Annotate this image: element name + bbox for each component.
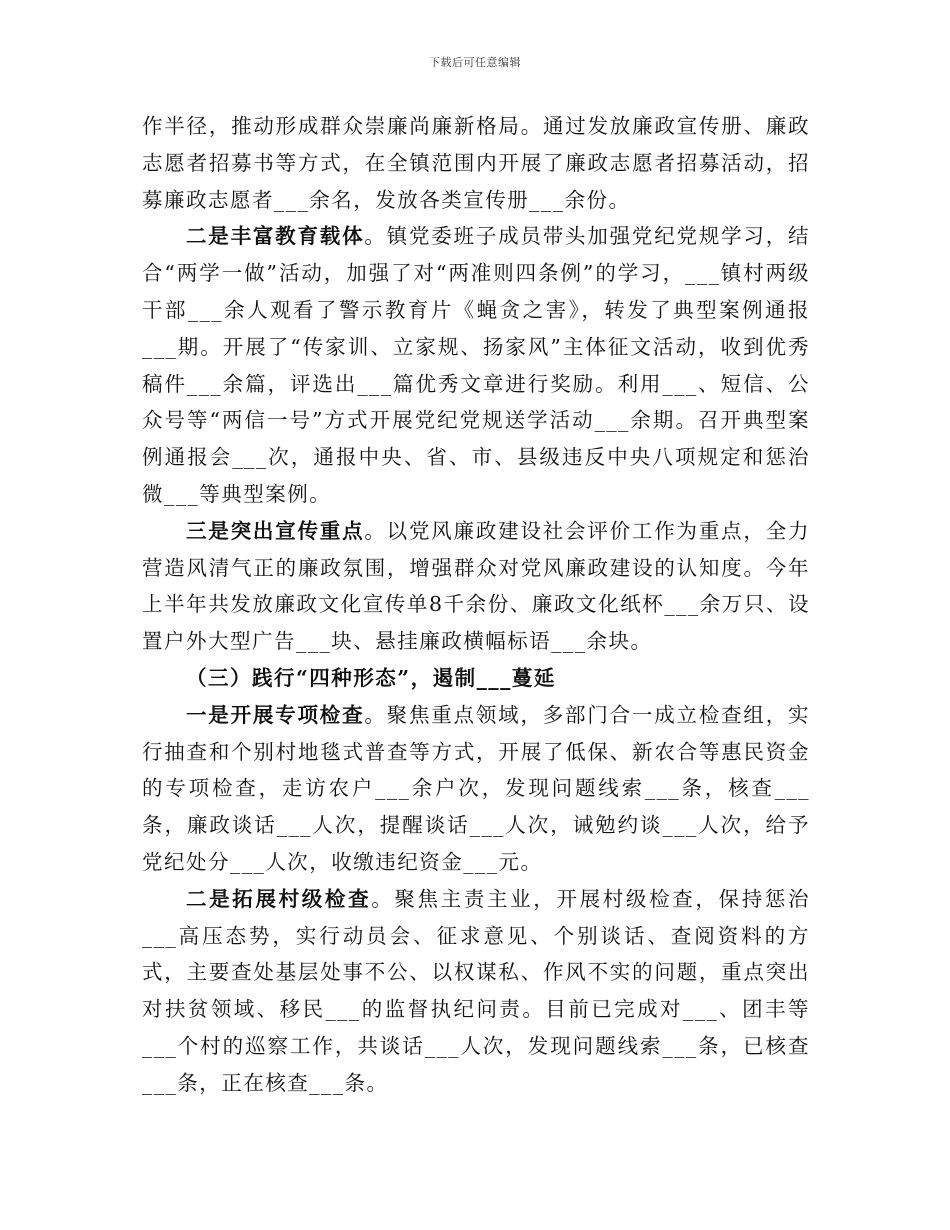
paragraph-1-text: 作半径，推动形成群众崇廉尚廉新格局。通过发放廉政宣传册、廉政志愿者招募书等方式，在全镇范围内开展了廉政志愿者招募活动，招募廉政志愿者___余名，发放各类宣传册___余份。 bbox=[142, 114, 810, 212]
page-header: 下载后可任意编辑 bbox=[429, 56, 521, 69]
paragraph-2-text: 。镇党委班子成员带头加强党纪党规学习，结合“两学一做”活动，加强了对“两准则四条例”的学习，___镇村两级干部___余人观看了警示教育片《蝇贪之害》，转发了典型案例通报___期。开展了“传家训、立家规、扬家风”主体征文活动，收到优秀稿件___余篇，评选出___篇优秀文章进行奖励。利用___、短信、公众号等“两信一号”方式开展党纪党规送学活动___余期。召开典型案例通报会___次，通报中央、省、市、县级违反中央八项规定和惩治微___等典型案例。 bbox=[142, 224, 811, 506]
paragraph-4-lead: 一是开展专项检查 bbox=[186, 702, 365, 727]
paragraph-3-lead: 三是突出宣传重点 bbox=[186, 518, 365, 543]
paragraph-5 bbox=[142, 881, 810, 1102]
paragraph-4 bbox=[142, 697, 810, 881]
paragraph-5-text: 。聚焦主责主业，开展村级检查，保持惩治___高压态势，实行动员会、征求意见、个别谈话、查阅资料的方式，主要查处基层处事不公、以权谋私、作风不实的问题，重点突出对扶贫领域、移民___的监督执纪问责。目前已完成对___、团丰等___个村的巡察工作，共谈话___人次，发现问题线索___条，已核查___条，正在核查___条。 bbox=[142, 886, 811, 1095]
section-heading: （三）践行“四种形态”，遏制___蔓延 bbox=[186, 665, 556, 690]
paragraph-2 bbox=[142, 218, 810, 512]
paragraph-1 bbox=[142, 108, 810, 218]
paragraph-3 bbox=[142, 513, 810, 660]
document-body bbox=[142, 108, 810, 1102]
paragraph-3-text: 。以党风廉政建设社会评价工作为重点，全力营造风清气正的廉政氛围，增强群众对党风廉政建设的认知度。今年上半年共发放廉政文化宣传单8千余份、廉政文化纸杯___余万只、设置户外大型广告___块、悬挂廉政横幅标语___余块。 bbox=[142, 518, 811, 654]
paragraph-5-lead: 二是拓展村级检查 bbox=[186, 886, 372, 911]
paragraph-2-lead: 二是丰富教育载体 bbox=[186, 224, 365, 249]
paragraph-4-text: 。聚焦重点领域，多部门合一成立检查组，实行抽查和个别村地毯式普查等方式，开展了低保、新农合等惠民资金的专项检查，走访农户___余户次，发现问题线索___条，核查___条，廉政谈话___人次，提醒谈话___人次，诫勉约谈___人次，给予党纪处分___人次，收缴违纪资金___元。 bbox=[142, 702, 811, 874]
